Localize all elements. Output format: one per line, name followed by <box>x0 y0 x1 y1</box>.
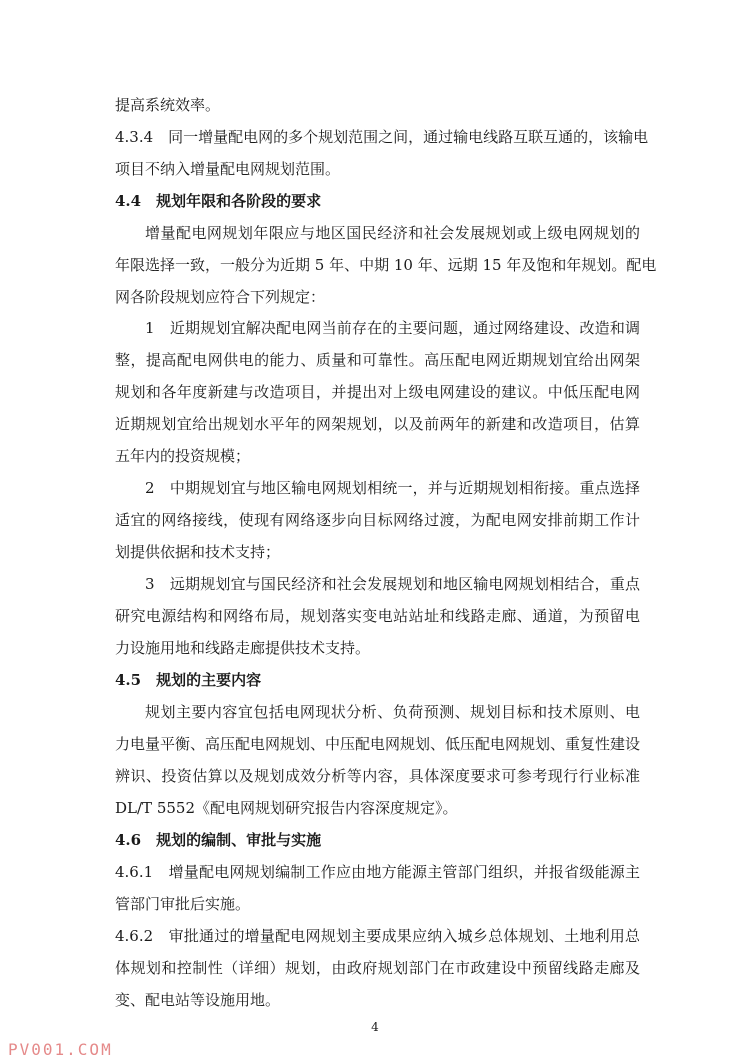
paragraph-line: 体规划和控制性（详细）规划，由政府规划部门在市政建设中预留线路走廊及 <box>115 959 640 977</box>
paragraph-line: 规划主要内容宜包括电网现状分析、负荷预测、规划目标和技术原则、电 <box>145 703 640 721</box>
watermark: PV001.COM <box>8 1040 113 1059</box>
section-heading-4-5: 4.5 规划的主要内容 <box>115 671 262 689</box>
paragraph-line: 项目不纳入增量配电网规划范围。 <box>115 160 341 178</box>
paragraph-line: 增量配电网规划年限应与地区国民经济和社会发展规划或上级电网规划的 <box>145 224 640 242</box>
paragraph-line: 变、配电站等设施用地。 <box>115 991 281 1009</box>
paragraph-line: 年限选择一致，一般分为近期 5 年、中期 10 年、远期 15 年及饱和年规划。配电 <box>115 256 657 274</box>
clause-4-6-2-line: 4.6.2 审批通过的增量配电网规划主要成果应纳入城乡总体规划、土地利用总 <box>115 927 640 945</box>
section-heading-4-4: 4.4 规划年限和各阶段的要求 <box>115 192 322 210</box>
paragraph-line: DL/T 5552《配电网规划研究报告内容深度规定》。 <box>115 799 458 817</box>
paragraph-line: 辨识、投资估算以及规划成效分析等内容，具体深度要求可参考现行行业标准 <box>115 767 640 785</box>
paragraph-line: 力电量平衡、高压配电网规划、中压配电网规划、低压配电网规划、重复性建设 <box>115 735 641 753</box>
paragraph-line: 整，提高配电网供电的能力、质量和可靠性。高压配电网近期规划宜给出网架 <box>115 351 640 369</box>
list-item-1-line: 1 近期规划宜解决配电网当前存在的主要问题，通过网络建设、改造和调 <box>145 319 640 337</box>
list-item-2-line: 2 中期规划宜与地区输电网规划相统一，并与近期规划相衔接。重点选择 <box>145 479 640 497</box>
paragraph-line: 管部门审批后实施。 <box>115 895 251 913</box>
list-item-3-line: 3 远期规划宜与国民经济和社会发展规划和地区输电网规划相结合，重点 <box>145 575 640 593</box>
paragraph-line: 五年内的投资规模； <box>115 447 251 465</box>
section-heading-4-6: 4.6 规划的编制、审批与实施 <box>115 831 322 849</box>
paragraph-line: 适宜的网络接线，使现有网络逐步向目标网络过渡，为配电网安排前期工作计 <box>115 511 640 529</box>
clause-4-3-4-line: 4.3.4 同一增量配电网的多个规划范围之间，通过输电线路互联互通的，该输电 <box>115 128 649 146</box>
clause-4-6-1-line: 4.6.1 增量配电网规划编制工作应由地方能源主管部门组织，并报省级能源主 <box>115 863 640 881</box>
paragraph-line: 提高系统效率。 <box>115 96 221 114</box>
paragraph-line: 研究电源结构和网络布局，规划落实变电站站址和线路走廊、通道，为预留电 <box>115 607 640 625</box>
paragraph-line: 规划和各年度新建与改造项目，并提出对上级电网建设的建议。中低压配电网 <box>115 383 640 401</box>
paragraph-line: 力设施用地和线路走廊提供技术支持。 <box>115 639 371 657</box>
paragraph-line: 近期规划宜给出规划水平年的网架规划，以及前两年的新建和改造项目，估算 <box>115 415 640 433</box>
page-number: 4 <box>371 1020 379 1034</box>
paragraph-line: 划提供依据和技术支持； <box>115 543 281 561</box>
paragraph-line: 网各阶段规划应符合下列规定： <box>115 288 326 306</box>
